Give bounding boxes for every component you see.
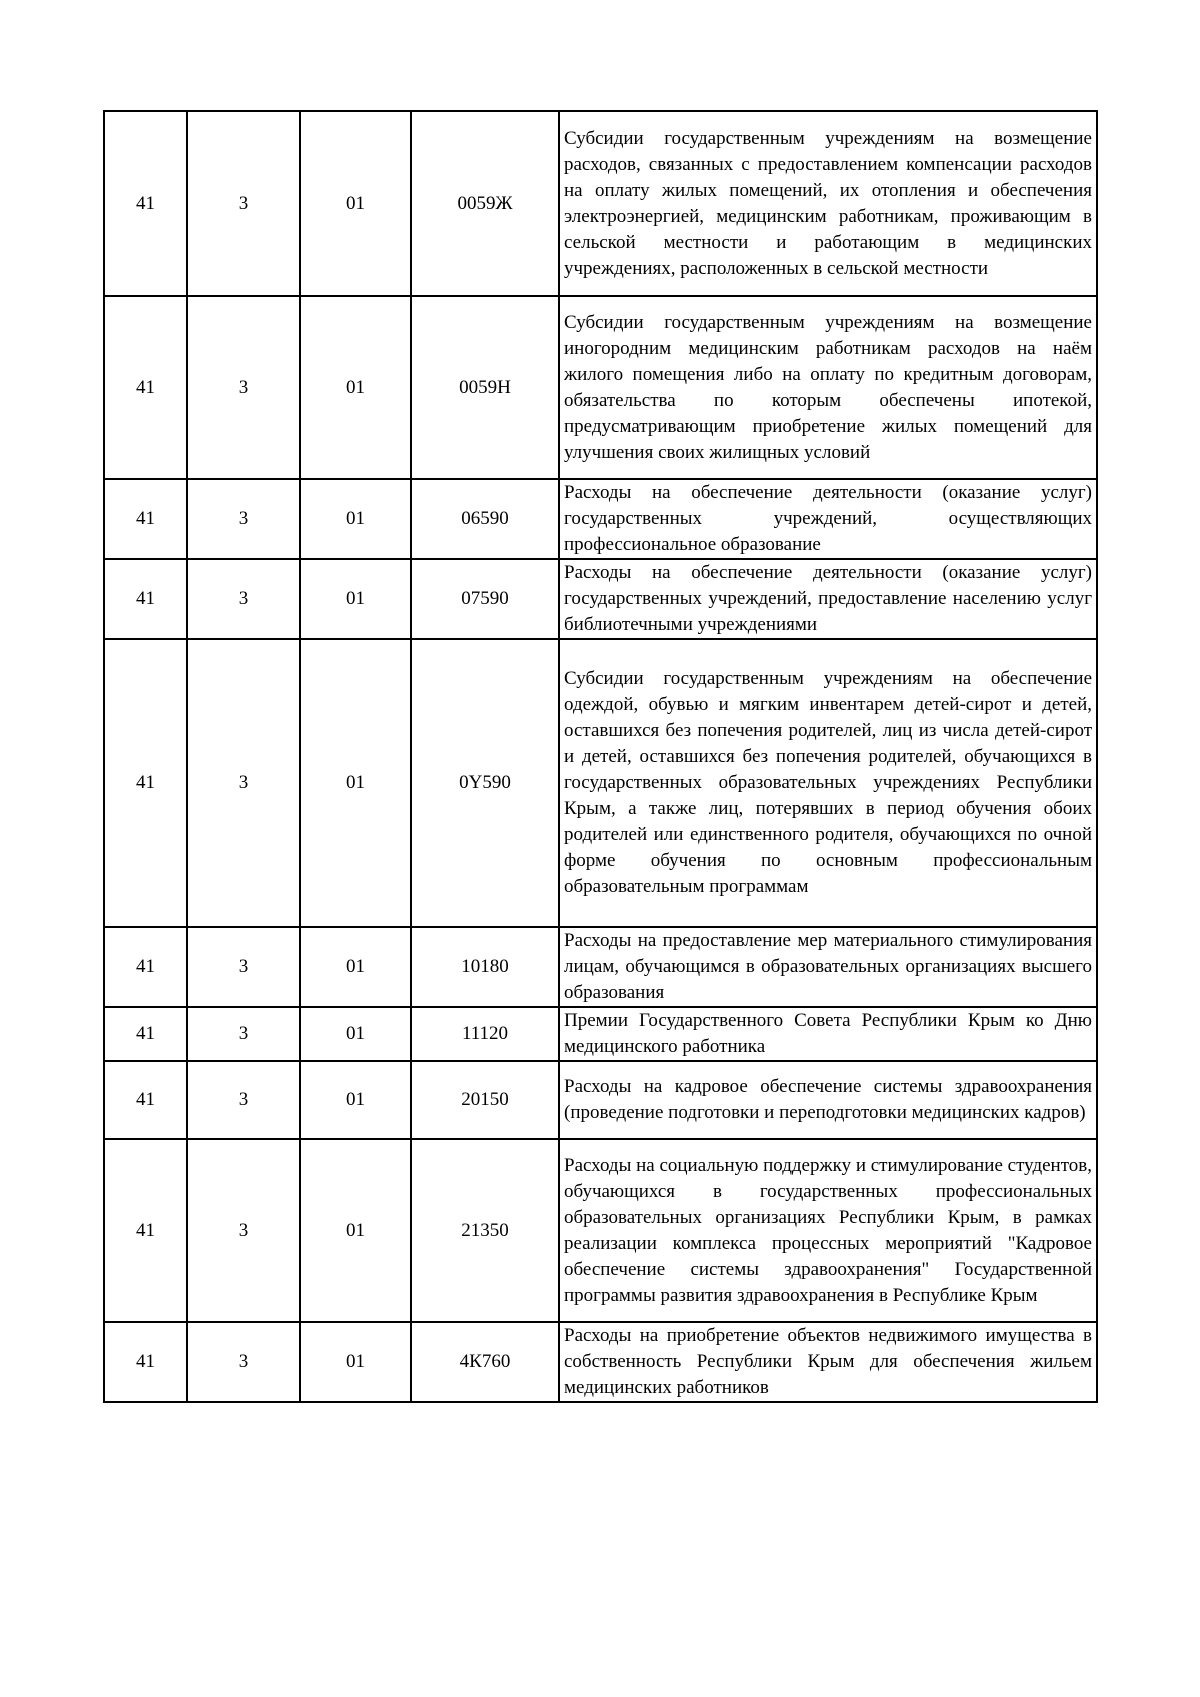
- code-cell: 4К760: [411, 1322, 559, 1402]
- col-3-cell: 01: [300, 1007, 411, 1061]
- col-1-cell: 41: [104, 1007, 187, 1061]
- col-2-cell: 3: [187, 479, 300, 559]
- col-2-cell: 3: [187, 1139, 300, 1322]
- code-cell: 0059Ж: [411, 111, 559, 296]
- table-row: [104, 1322, 1097, 1402]
- code-cell: 07590: [411, 559, 559, 639]
- code-cell: 0059Н: [411, 296, 559, 479]
- table-row: [104, 639, 1097, 927]
- code-cell: 11120: [411, 1007, 559, 1061]
- code-cell: 10180: [411, 927, 559, 1007]
- col-2-cell: 3: [187, 1007, 300, 1061]
- col-3-cell: 01: [300, 1139, 411, 1322]
- col-3-cell: 01: [300, 927, 411, 1007]
- description-text: Расходы на предоставление мер материального стимулирования лицам, обучающимся в образовательных организациях высшего образования: [564, 930, 1092, 1003]
- col-3-cell: 01: [300, 559, 411, 639]
- col-1-cell: 41: [104, 111, 187, 296]
- code-cell: 06590: [411, 479, 559, 559]
- col-2-cell: 3: [187, 559, 300, 639]
- col-1-cell: 41: [104, 927, 187, 1007]
- code-cell: 20150: [411, 1061, 559, 1139]
- description-cell: [559, 111, 1097, 296]
- col-3-cell: 01: [300, 1061, 411, 1139]
- col-2-cell: 3: [187, 296, 300, 479]
- description-text: Расходы на обеспечение деятельности (оказание услуг) государственных учреждений, предоставление населению услуг библиотечными учреждениями: [564, 562, 1092, 635]
- col-1-cell: 41: [104, 479, 187, 559]
- description-cell: [559, 1061, 1097, 1139]
- col-1-cell: 41: [104, 296, 187, 479]
- description-text: Расходы на приобретение объектов недвижимого имущества в собственность Республики Крым для обеспечения жильем медицинских работников: [564, 1325, 1092, 1398]
- description-cell: [559, 1322, 1097, 1402]
- col-2-cell: 3: [187, 111, 300, 296]
- col-3-cell: 01: [300, 479, 411, 559]
- col-3-cell: 01: [300, 296, 411, 479]
- table-row: [104, 479, 1097, 559]
- col-1-cell: 41: [104, 1139, 187, 1322]
- description-cell: [559, 559, 1097, 639]
- table-row: [104, 111, 1097, 296]
- description-text: Субсидии государственным учреждениям на обеспечение одеждой, обувью и мягким инвентарем детей-сирот и детей, оставшихся без попечения родителей, лиц из числа детей-сирот и детей, оставшихся без попечения родителей, обучающихся в государственных образовательных учреждениях Республики Крым, а также лиц, потерявших в период обучения обоих родителей или единственного родителя, обучающихся по очной форме обучения по основным профессиональным образовательным программам: [564, 668, 1092, 897]
- description-cell: [559, 1007, 1097, 1061]
- col-2-cell: 3: [187, 1322, 300, 1402]
- col-1-cell: 41: [104, 559, 187, 639]
- code-cell: 21350: [411, 1139, 559, 1322]
- col-2-cell: 3: [187, 639, 300, 927]
- table-row: [104, 927, 1097, 1007]
- col-1-cell: 41: [104, 1322, 187, 1402]
- description-cell: [559, 639, 1097, 927]
- code-cell: 0Y590: [411, 639, 559, 927]
- col-3-cell: 01: [300, 639, 411, 927]
- table-row: [104, 296, 1097, 479]
- col-2-cell: 3: [187, 927, 300, 1007]
- col-1-cell: 41: [104, 639, 187, 927]
- table-row: [104, 1139, 1097, 1322]
- col-2-cell: 3: [187, 1061, 300, 1139]
- table-row: [104, 1007, 1097, 1061]
- description-text: Субсидии государственным учреждениям на возмещение иногородним медицинским работникам расходов на наём жилого помещения либо на оплату по кредитным договорам, обязательства по которым обеспечены ипотекой, предусматривающим приобретение жилых помещений для улучшения своих жилищных условий: [564, 311, 1092, 463]
- description-cell: [559, 1139, 1097, 1322]
- table-row: [104, 559, 1097, 639]
- table-row: [104, 1061, 1097, 1139]
- description-cell: [559, 296, 1097, 479]
- budget-codes-table: [103, 110, 1098, 1403]
- description-text: Премии Государственного Совета Республики Крым ко Дню медицинского работника: [564, 1010, 1092, 1057]
- description-cell: [559, 927, 1097, 1007]
- description-text: Расходы на кадровое обеспечение системы здравоохранения (проведение подготовки и переподготовки медицинских кадров): [564, 1076, 1092, 1123]
- col-3-cell: 01: [300, 111, 411, 296]
- description-text: Расходы на социальную поддержку и стимулирование студентов, обучающихся в государственных профессиональных образовательных организациях Республики Крым, в рамках реализации комплекса процессных мероприятий "Кадровое обеспечение системы здравоохранения" Государственной программы развития здравоохранения в Республике Крым: [564, 1154, 1092, 1306]
- description-cell: [559, 479, 1097, 559]
- col-3-cell: 01: [300, 1322, 411, 1402]
- description-text: Субсидии государственным учреждениям на возмещение расходов, связанных с предоставлением компенсации расходов на оплату жилых помещений, их отопления и обеспечения электроэнергией, медицинским работникам, проживающим в сельской местности и работающим в медицинских учреждениях, расположенных в сельской местности: [564, 127, 1092, 279]
- description-text: Расходы на обеспечение деятельности (оказание услуг) государственных учреждений, осуществляющих профессиональное образование: [564, 482, 1092, 555]
- col-1-cell: 41: [104, 1061, 187, 1139]
